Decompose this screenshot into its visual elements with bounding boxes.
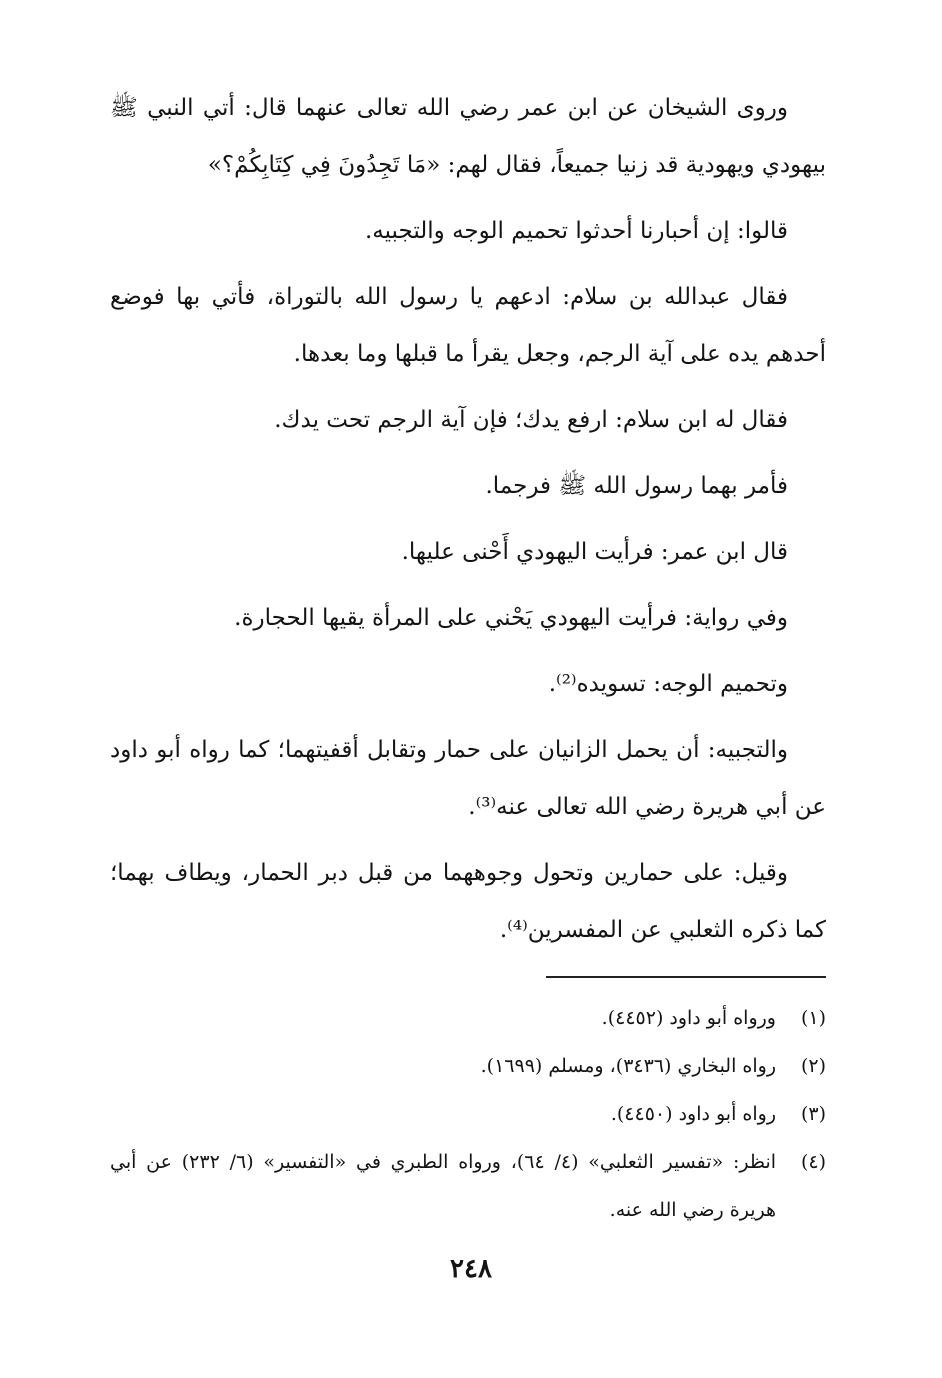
paragraph-2: قالوا: إن أحبارنا أحدثوا تحميم الوجه والتجبيه. (364, 218, 788, 244)
paragraph-9: والتجبيه: أن يحمل الزانيان على حمار وتقابل أقفيتهما؛ كما رواه أبو داود عن أبي هريرة رضي الله تعالى عنه⁽³⁾. (110, 737, 826, 820)
footnote-number: (٤) (800, 1151, 826, 1173)
footnote-4 (110, 1138, 826, 1234)
footnote-divider (546, 976, 826, 978)
footnote-text: ورواه أبو داود (٤٤٥٢). (601, 1007, 776, 1029)
paragraph-4: فقال له ابن سلام: ارفع يدك؛ فإن آية الرجم تحت يدك. (274, 407, 788, 433)
paragraph-1: وروى الشيخان عن ابن عمر رضي الله تعالى عنهما قال: أتي النبي ﷺ بيهودي ويهودية قد زنيا جميعاً، فقال لهم: «مَا تَجِدُونَ فِي كِتَابِكُمْ؟» (110, 95, 826, 178)
paragraph-7: وفي رواية: فرأيت اليهودي يَحْني على المرأة يقيها الحجارة. (234, 605, 788, 631)
footnote-number: (٣) (800, 1103, 826, 1125)
page-number: ٢٤٨ (450, 1254, 492, 1284)
footnote-2 (110, 1042, 826, 1090)
footnote-number: (٢) (800, 1055, 826, 1077)
paragraph-3: فقال عبدالله بن سلام: ادعهم يا رسول الله بالتوراة، فأتي بها فوضع أحدهم يده على آية الرجم، وجعل يقرأ ما قبلها وما بعدها. (110, 284, 826, 367)
paragraph-5: فأمر بهما رسول الله ﷺ فرجما. (485, 473, 788, 499)
footnote-3 (110, 1090, 826, 1138)
paragraph-8: وتحميم الوجه: تسويده⁽²⁾. (548, 671, 788, 697)
footnote-text: رواه أبو داود (٤٤٥٠). (610, 1103, 776, 1125)
footnote-1 (110, 994, 826, 1042)
footnote-text: انظر: «تفسير الثعلبي» (٤/ ٦٤)، ورواه الطبري في «التفسير» (٦/ ٢٣٢) عن أبي هريرة رضي الله عنه. (110, 1151, 777, 1221)
footnotes (110, 994, 826, 1234)
footnote-text: رواه البخاري (٣٤٣٦)، ومسلم (١٦٩٩). (480, 1055, 776, 1077)
main-text (110, 80, 826, 959)
paragraph-10: وقيل: على حمارين وتحول وجوههما من قبل دبر الحمار، ويطاف بهما؛ كما ذكره الثعلبي عن المفسرين⁽⁴⁾. (110, 860, 826, 943)
footnote-number: (١) (800, 1007, 826, 1029)
paragraph-6: قال ابن عمر: فرأيت اليهودي أَحْنى عليها. (401, 539, 788, 565)
